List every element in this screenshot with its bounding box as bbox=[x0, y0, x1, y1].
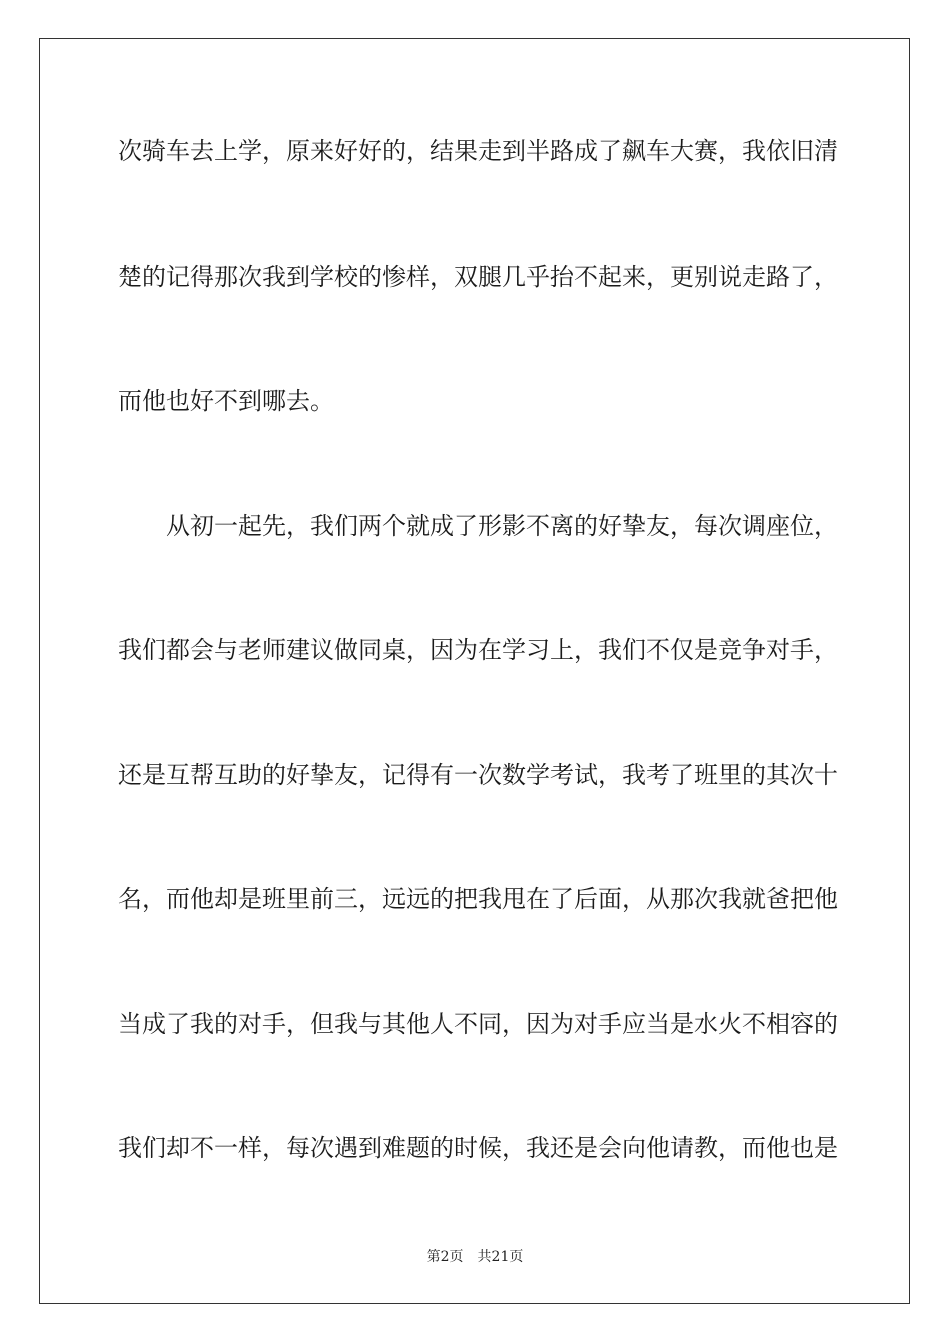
page-total: 共21页 bbox=[477, 1249, 524, 1265]
paragraph-line: 而他也好不到哪去。 bbox=[118, 387, 334, 415]
paragraph-line: 我们却不一样，每次遇到难题的时候，我还是会向他请教，而他也是 bbox=[118, 1134, 838, 1162]
page-border bbox=[39, 38, 910, 1304]
paragraph-line: 当成了我的对手，但我与其他人不同，因为对手应当是水火不相容的 bbox=[118, 1010, 838, 1038]
page-footer bbox=[0, 1248, 950, 1266]
page-number: 第2页 bbox=[426, 1249, 464, 1265]
paragraph-line: 名，而他却是班里前三，远远的把我甩在了后面，从那次我就爸把他 bbox=[118, 885, 838, 913]
paragraph-line: 次骑车去上学，原来好好的，结果走到半路成了飙车大赛，我依旧清 bbox=[118, 137, 838, 165]
paragraph-line: 还是互帮互助的好挚友，记得有一次数学考试，我考了班里的其次十 bbox=[118, 761, 838, 789]
paragraph-line: 从初一起先，我们两个就成了形影不离的好挚友，每次调座位， bbox=[166, 512, 838, 540]
paragraph-line: 我们都会与老师建议做同桌，因为在学习上，我们不仅是竞争对手， bbox=[118, 636, 838, 664]
paragraph-line: 楚的记得那次我到学校的惨样，双腿几乎抬不起来，更别说走路了， bbox=[118, 263, 838, 291]
